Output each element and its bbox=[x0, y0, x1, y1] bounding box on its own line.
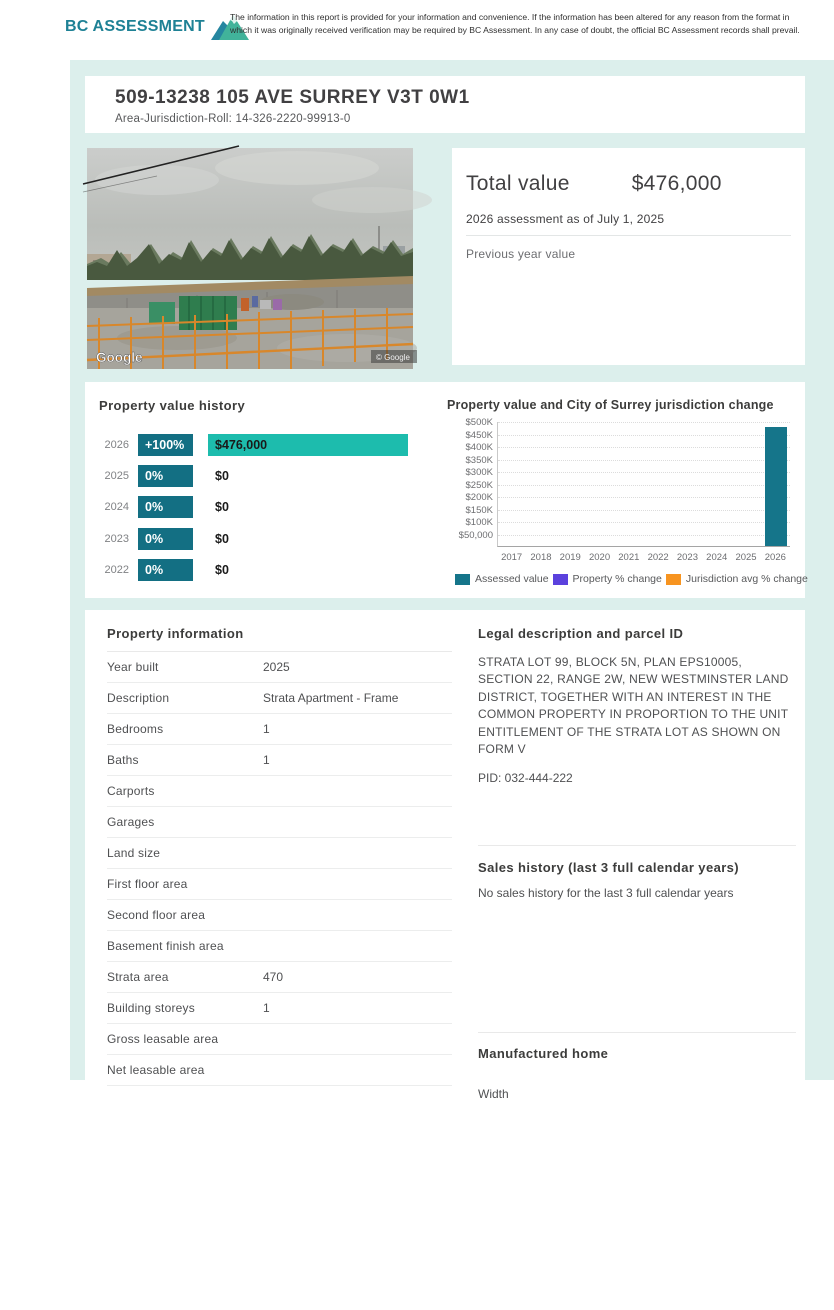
history-year-label: 2025 bbox=[104, 470, 129, 483]
legend-label: Jurisdiction avg % change bbox=[685, 573, 808, 585]
info-row-value: Strata Apartment - Frame bbox=[263, 691, 399, 705]
info-row-label: Basement finish area bbox=[107, 939, 224, 953]
chart-gridline bbox=[498, 497, 790, 498]
report-body bbox=[70, 60, 834, 1102]
legend-swatch bbox=[666, 574, 681, 585]
chart-y-tick-label: $50,000 bbox=[458, 529, 493, 541]
table-row bbox=[107, 776, 452, 807]
chart-gridline bbox=[498, 485, 790, 486]
legend-swatch bbox=[553, 574, 568, 585]
info-row-label: Net leasable area bbox=[107, 1063, 205, 1077]
legend-item bbox=[455, 573, 549, 585]
chart-y-tick-label: $150K bbox=[465, 504, 493, 516]
legend-label: Property % change bbox=[572, 573, 662, 585]
table-row bbox=[107, 745, 452, 776]
info-row-label: Gross leasable area bbox=[107, 1032, 219, 1046]
logo-text: BC ASSESSMENT bbox=[65, 18, 205, 35]
street-view-scene bbox=[87, 148, 413, 369]
history-value-label: $0 bbox=[215, 531, 229, 546]
chart-gridline bbox=[498, 435, 790, 436]
legend-label: Assessed value bbox=[475, 573, 549, 585]
info-row-label: Description bbox=[107, 691, 170, 705]
bc-assessment-logo bbox=[65, 13, 249, 41]
sales-history-title: Sales history (last 3 full calendar years) bbox=[478, 860, 740, 876]
info-row-value: 470 bbox=[263, 970, 284, 984]
google-watermark: Google bbox=[96, 350, 143, 365]
percent-change-badge: 0% bbox=[138, 559, 193, 581]
history-value-label: $0 bbox=[215, 500, 229, 515]
chart-gridline bbox=[498, 422, 790, 423]
info-row-value: 1 bbox=[263, 722, 270, 736]
value-history-row bbox=[99, 523, 445, 554]
chart-x-tick-label: 2025 bbox=[735, 552, 757, 563]
chart-y-tick-label: $450K bbox=[465, 429, 493, 441]
table-row bbox=[107, 1055, 452, 1086]
legend-item bbox=[666, 573, 808, 585]
chart-gridline bbox=[498, 472, 790, 473]
table-row bbox=[107, 931, 452, 962]
table-row bbox=[107, 962, 452, 993]
info-row-label: Bedrooms bbox=[107, 722, 164, 736]
chart-x-tick-label: 2017 bbox=[501, 552, 523, 563]
value-history-row bbox=[99, 429, 445, 460]
property-address-title: 509-13238 105 AVE SURREY V3T 0W1 bbox=[115, 87, 470, 108]
legend-item bbox=[553, 573, 662, 585]
chart-y-tick-label: $100K bbox=[465, 517, 493, 528]
chart-y-tick-label: $500K bbox=[465, 417, 493, 428]
table-row bbox=[107, 807, 452, 838]
parcel-id: PID: 032-444-222 bbox=[478, 771, 573, 786]
percent-change-badge: 0% bbox=[138, 496, 193, 518]
info-row-label: Garages bbox=[107, 815, 155, 829]
right-column bbox=[478, 626, 796, 1101]
chart-y-tick-label: $400K bbox=[465, 442, 493, 453]
property-information-section bbox=[107, 626, 452, 1086]
info-row-label: Land size bbox=[107, 846, 161, 860]
chart-legend bbox=[455, 573, 808, 585]
jurisdiction-chart bbox=[447, 398, 808, 585]
chart-title: Property value and City of Surrey jurisdiction change bbox=[447, 398, 774, 412]
chart-x-tick-label: 2020 bbox=[588, 552, 611, 563]
sales-history-section bbox=[478, 845, 796, 900]
chart-x-tick-label: 2022 bbox=[647, 552, 669, 563]
history-year-label: 2022 bbox=[104, 564, 129, 577]
google-copyright: © Google bbox=[376, 353, 410, 362]
value-history-row bbox=[99, 492, 445, 523]
chart-gridline bbox=[498, 510, 790, 511]
chart-y-tick-label: $250K bbox=[465, 479, 493, 491]
history-value-cell bbox=[208, 496, 445, 518]
info-row-value: 1 bbox=[263, 753, 270, 767]
chart-x-tick-label: 2023 bbox=[676, 552, 698, 563]
chart-bar bbox=[765, 427, 787, 546]
manufactured-home-rows bbox=[478, 1087, 796, 1101]
chart-gridline bbox=[498, 522, 790, 523]
area-jurisdiction-roll: Area-Jurisdiction-Roll: 14-326-2220-99913-0 bbox=[115, 113, 351, 125]
history-year-label: 2026 bbox=[104, 438, 129, 451]
table-row bbox=[107, 869, 452, 900]
table-row bbox=[107, 714, 452, 745]
value-history-row bbox=[99, 555, 445, 586]
percent-change-badge: +100% bbox=[138, 434, 193, 456]
previous-year-value-label: Previous year value bbox=[466, 247, 576, 261]
assessment-note: 2026 assessment as of July 1, 2025 bbox=[466, 212, 791, 236]
history-value-cell bbox=[208, 434, 445, 456]
value-history-rows bbox=[99, 429, 445, 586]
history-value-cell bbox=[208, 528, 445, 550]
chart-x-tick-label: 2026 bbox=[764, 552, 786, 563]
history-year-label: 2024 bbox=[104, 501, 129, 514]
value-history-title: Property value history bbox=[99, 398, 246, 413]
chart-x-tick-label: 2019 bbox=[559, 552, 581, 563]
info-row-label: Baths bbox=[107, 753, 139, 767]
address-card bbox=[85, 76, 805, 133]
chart-y-tick-label: $300K bbox=[465, 467, 493, 478]
manufactured-home-row: Width bbox=[478, 1087, 509, 1102]
manufactured-home-section bbox=[478, 1032, 796, 1101]
total-value-label: Total value bbox=[466, 172, 570, 195]
history-value-label: $0 bbox=[215, 563, 229, 578]
chart-x-tick-label: 2024 bbox=[706, 552, 728, 563]
total-value-amount: $476,000 bbox=[631, 172, 722, 195]
history-year-label: 2023 bbox=[104, 532, 129, 545]
value-history-block bbox=[99, 398, 445, 586]
legal-description-title: Legal description and parcel ID bbox=[478, 626, 684, 641]
sales-history-empty-message: No sales history for the last 3 full calendar years bbox=[478, 886, 734, 901]
property-information-rows bbox=[107, 652, 452, 1086]
table-row bbox=[107, 652, 452, 683]
info-row-label: First floor area bbox=[107, 877, 188, 891]
chart-gridline bbox=[498, 535, 790, 536]
chart-x-tick-label: 2021 bbox=[618, 552, 640, 563]
percent-change-badge: 0% bbox=[138, 528, 193, 550]
history-value-label: $0 bbox=[215, 469, 229, 484]
chart-x-tick-label: 2018 bbox=[530, 552, 552, 563]
info-row-label: Year built bbox=[107, 660, 159, 674]
history-value-cell bbox=[208, 559, 445, 581]
total-value-card bbox=[452, 148, 805, 365]
table-row bbox=[107, 683, 452, 714]
value-history-card bbox=[85, 382, 808, 598]
history-value-label: $476,000 bbox=[215, 437, 268, 452]
history-value-cell bbox=[208, 465, 445, 487]
percent-change-badge: 0% bbox=[138, 465, 193, 487]
chart-plot-area bbox=[458, 417, 790, 547]
report-disclaimer: The information in this report is provided for your information and convenience. If the information has been altered for any reason from the format in which it was originally received verification may be required by BC Assessment. In any case of doubt, the official BC Assessment records shall prevail. bbox=[230, 12, 800, 35]
legal-description-text: STRATA LOT 99, BLOCK 5N, PLAN EPS10005, SECTION 22, RANGE 2W, NEW WESTMINSTER LAND DISTRICT, TOGETHER WITH AN INTEREST IN THE COMMON PROPERTY IN PROPORTION TO THE UNIT ENTITLEMENT OF THE STRATA LOT AS SHOWN ON FORM V bbox=[478, 655, 789, 756]
chart-y-tick-label: $350K bbox=[465, 454, 493, 466]
legend-swatch bbox=[455, 574, 470, 585]
chart-gridline bbox=[498, 447, 790, 448]
property-info-card bbox=[85, 610, 805, 1310]
property-information-title: Property information bbox=[107, 626, 452, 652]
table-row bbox=[107, 993, 452, 1024]
chart-gridline bbox=[498, 460, 790, 461]
property-photo bbox=[87, 148, 413, 369]
info-row-value: 1 bbox=[263, 1001, 270, 1015]
info-row-value: 2025 bbox=[263, 660, 290, 674]
table-row bbox=[107, 838, 452, 869]
info-row-label: Carports bbox=[107, 784, 155, 798]
chart-y-tick-label: $200K bbox=[465, 492, 493, 503]
value-history-row bbox=[99, 460, 445, 491]
info-row-label: Building storeys bbox=[107, 1001, 195, 1015]
chart-x-axis bbox=[497, 552, 790, 563]
info-row-label: Second floor area bbox=[107, 908, 206, 922]
page-header bbox=[0, 0, 834, 60]
table-row bbox=[107, 900, 452, 931]
info-row-label: Strata area bbox=[107, 970, 169, 984]
table-row bbox=[107, 1024, 452, 1055]
manufactured-home-title: Manufactured home bbox=[478, 1046, 609, 1062]
